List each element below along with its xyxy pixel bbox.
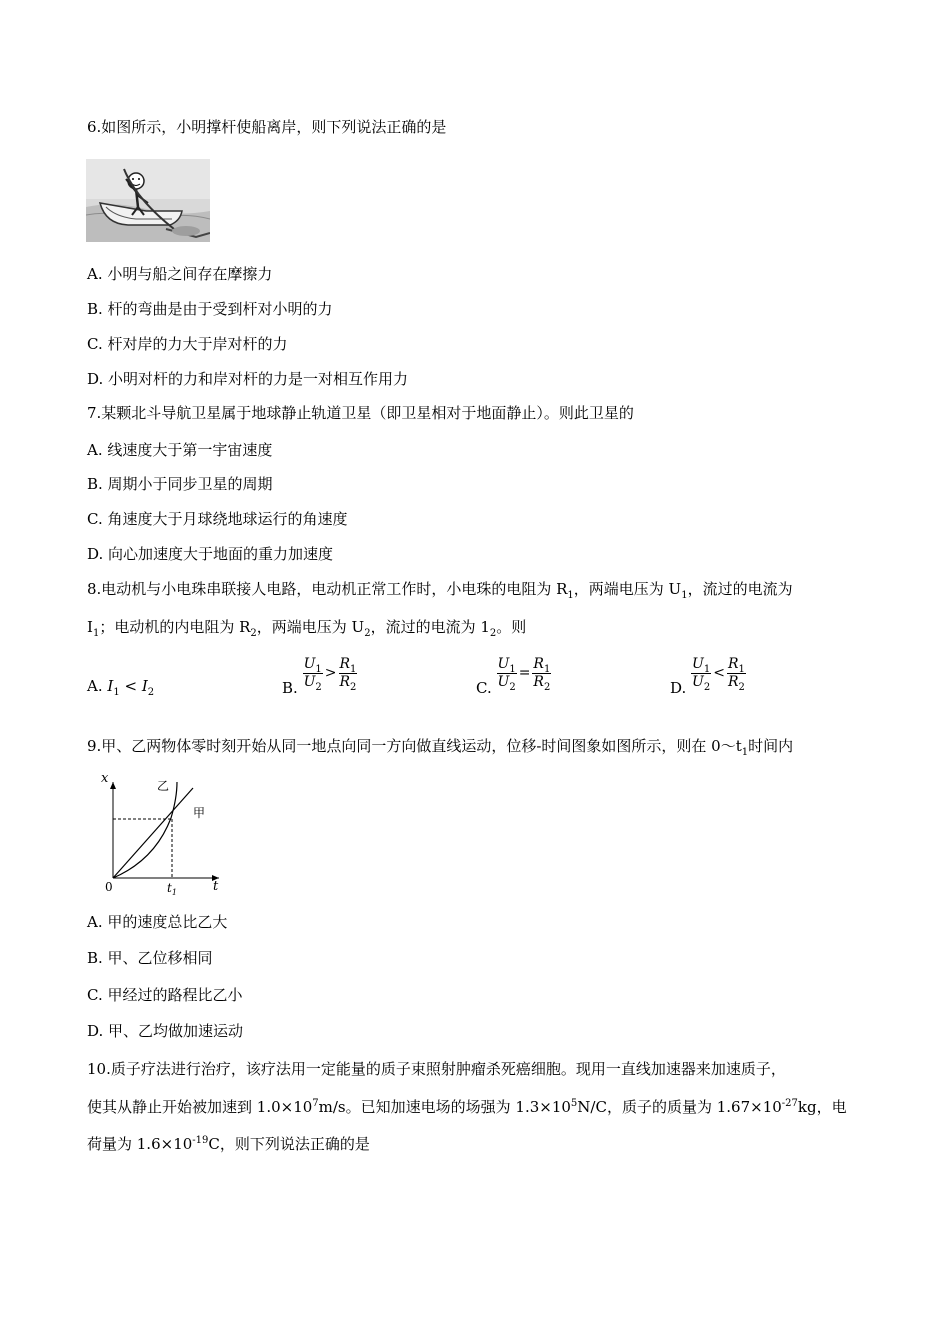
q6-stem: 6.如图所示，小明撑杆使船离岸，则下列说法正确的是 — [87, 118, 447, 136]
fraction-u1-u2: $\frac{U_1}{U_2}$ — [497, 655, 516, 693]
series-label-jia: 甲 — [193, 806, 206, 820]
q9-option-d: D. 甲、乙均做加速运动 — [87, 1022, 244, 1040]
q8-option-d: D. $\frac{U_1}{U_2}$ < $\frac{R_1}{R_2}$ — [670, 655, 745, 697]
fraction-r1-r2: $\frac{R_1}{R_2}$ — [533, 655, 551, 693]
q10-stem-line1: 10.质子疗法进行治疗，该疗法用一定能量的质子束照射肿瘤杀死癌细胞。现用一直线加速器来加速质子， — [87, 1060, 786, 1078]
q7-option-c: C. 角速度大于月球绕地球运行的角速度 — [87, 510, 348, 528]
q8-option-c: C. $\frac{U_1}{U_2}$ = $\frac{R_1}{R_2}$ — [476, 655, 551, 697]
series-label-yi: 乙 — [157, 779, 170, 793]
fraction-r1-r2: $\frac{R_1}{R_2}$ — [727, 655, 745, 693]
fraction-u1-u2: $\frac{U_1}{U_2}$ — [303, 655, 322, 693]
q6-option-c: C. 杆对岸的力大于岸对杆的力 — [87, 335, 288, 353]
tick-label-t1: $t_1$ — [167, 881, 177, 896]
q7-option-a: A. 线速度大于第一宇宙速度 — [87, 441, 273, 459]
q9-option-b: B. 甲、乙位移相同 — [87, 949, 213, 967]
q8-stem-line2: $I_1$；电动机的内电阻为 $R_2$，两端电压为 $U_2$，流过的电流为 $1_2$。则 — [87, 618, 527, 639]
q6-option-b: B. 杆的弯曲是由于受到杆对小明的力 — [87, 300, 333, 318]
q8-stem-line1: 8.电动机与小电珠串联接人电路，电动机正常工作时，小电珠的电阻为 $R_1$，两端电压为 $U_1$，流过的电流为 — [87, 580, 793, 601]
q8-option-a: A. $I_1 < I_2$ — [87, 677, 155, 698]
axis-label-x: x — [101, 771, 109, 786]
q9-option-c: C. 甲经过的路程比乙小 — [87, 986, 243, 1004]
q10-stem-line3: 荷量为 $1.6\times 10^{-19}C$，则下列说法正确的是 — [87, 1135, 370, 1153]
q9-option-a: A. 甲的速度总比乙大 — [87, 913, 228, 931]
displacement-time-graph — [95, 768, 230, 896]
q7-option-b: B. 周期小于同步卫星的周期 — [87, 475, 273, 493]
q6-option-d: D. 小明对杆的力和岸对杆的力是一对相互作用力 — [87, 370, 409, 388]
origin-label: 0 — [105, 880, 113, 894]
axis-label-t: t — [213, 879, 219, 894]
fraction-r1-r2: $\frac{R_1}{R_2}$ — [339, 655, 357, 693]
q8-option-b: B. $\frac{U_1}{U_2}$ > $\frac{R_1}{R_2}$ — [282, 655, 357, 697]
boat-pole-illustration — [86, 159, 210, 242]
fraction-u1-u2: $\frac{U_1}{U_2}$ — [692, 655, 711, 693]
q7-option-d: D. 向心加速度大于地面的重力加速度 — [87, 545, 334, 563]
q6-option-a: A. 小明与船之间存在摩擦力 — [87, 265, 273, 283]
q10-stem-line2: 使其从静止开始被加速到 $1.0\times 10^7m/s$。已知加速电场的场强为 $1.3\times 10^5N/C$，质子的质量为 $1.67\times 10^{-27}kg$，电 — [87, 1098, 847, 1116]
q7-stem: 7.某颗北斗导航卫星属于地球静止轨道卫星（即卫星相对于地面静止）。则此卫星的 — [87, 404, 634, 422]
q9-stem: 9.甲、乙两物体零时刻开始从同一地点向同一方向做直线运动，位移-时间图象如图所示，则在 $0\sim t_1$时间内 — [87, 737, 794, 758]
